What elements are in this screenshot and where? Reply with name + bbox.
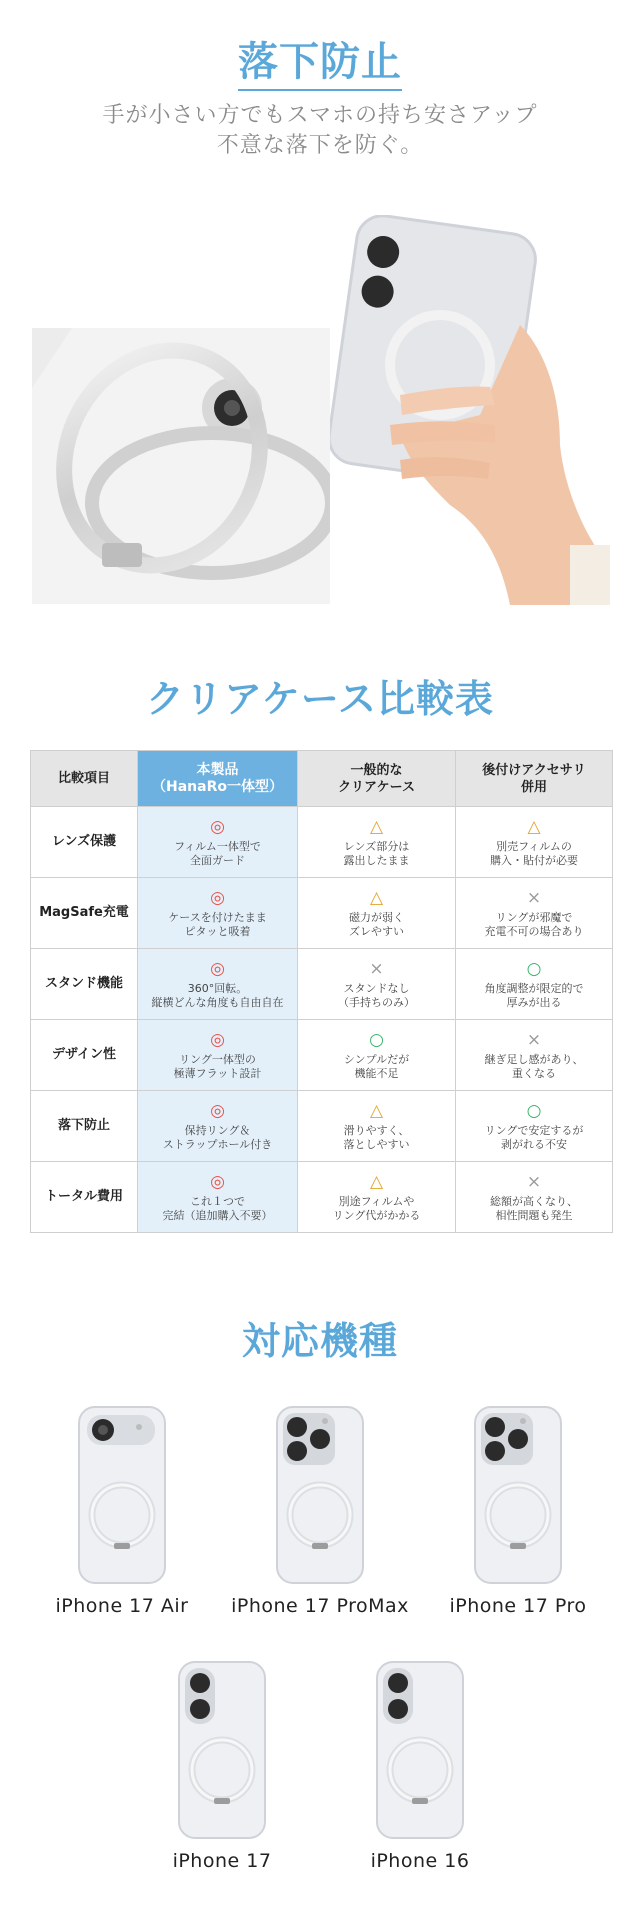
model-card [418,1405,618,1617]
cell-text-line-2: 全面ガード [190,853,245,867]
cell-text-line-1: レンズ部分は [343,839,410,853]
header-general-case: 一般的な クリアケース [298,751,456,807]
cell-text-line-2: 落としやすい [343,1137,410,1151]
phone-case-icon [375,1660,465,1840]
table-row [31,1020,613,1091]
cell-text-line-2: 完結（追加購入不要） [162,1208,273,1222]
cell-text-line-2: 縦横どんな角度も自由自在 [151,995,284,1009]
cell-ours [138,807,298,878]
cell-addon [456,949,613,1020]
cell-text-line-1: フィルム一体型で [174,839,261,853]
rating-mark: ○ [526,958,542,979]
cell-text-line-1: これ１つで [190,1194,245,1208]
cell-text-line-2: （手持ちのみ） [338,995,415,1009]
row-item-label: レンズ保護 [31,807,138,878]
cell-text-line-1: 継ぎ足し感があり、 [484,1052,584,1066]
header-our-product: 本製品 （HanaRo一体型） [138,751,298,807]
row-item-label: スタンド機能 [31,949,138,1020]
phone-case-icon [275,1405,365,1585]
cell-addon [456,878,613,949]
model-name: iPhone 17 Air [55,1595,189,1617]
model-card [220,1405,420,1617]
cell-ours [138,878,298,949]
table-row [31,1091,613,1162]
table-header-row [31,751,613,807]
phone-case-icon [473,1405,563,1585]
table-row [31,949,613,1020]
cell-text-line-2: ストラップホール付き [162,1137,273,1151]
cell-text-line-2: 極薄フラット設計 [173,1066,262,1080]
model-card [320,1660,520,1872]
model-name: iPhone 16 [370,1850,470,1872]
cell-text-line-1: 総額が高くなり、 [490,1194,578,1208]
rating-mark: × [526,887,542,908]
model-card [22,1405,222,1617]
cell-ours [138,1162,298,1233]
rating-mark: ◎ [210,1100,225,1121]
cell-text-line-2: 機能不足 [354,1066,399,1080]
cell-general [298,807,456,878]
row-item-label: MagSafe充電 [31,878,138,949]
cell-general [298,1091,456,1162]
table-row [31,878,613,949]
cell-addon [456,1091,613,1162]
row-item-label: デザイン性 [31,1020,138,1091]
model-name: iPhone 17 ProMax [231,1595,409,1617]
model-name: iPhone 17 [172,1850,272,1872]
cell-addon [456,807,613,878]
rating-mark: ◎ [210,958,225,979]
rating-mark: ◎ [210,1029,225,1050]
section-title-drop-prevention [0,30,640,91]
rating-mark: ◎ [210,816,225,837]
rating-mark: × [526,1171,542,1192]
comparison-table [30,750,613,1233]
row-item-label: トータル費用 [31,1162,138,1233]
rating-mark: △ [369,816,384,837]
cell-general [298,878,456,949]
model-card [122,1660,322,1872]
cell-text-line-1: 磁力が弱く [349,910,404,924]
rating-mark: ○ [526,1100,542,1121]
cell-text-line-2: 重くなる [512,1066,556,1080]
cell-ours [138,949,298,1020]
cell-text-line-1: 別途フィルムや [338,1194,415,1208]
rating-mark: × [526,1029,542,1050]
cell-text-line-1: 360°回転。 [187,981,248,995]
cell-text-line-1: 保持リング＆ [184,1123,251,1137]
section-title-compatible-models: 対応機種 [241,1318,398,1363]
phone-case-icon [177,1660,267,1840]
cell-text-line-2: 購入・貼付が必要 [490,853,578,867]
cell-ours [138,1020,298,1091]
row-item-label: 落下防止 [31,1091,138,1162]
cell-text-line-1: 滑りやすく、 [343,1123,410,1137]
table-row [31,1162,613,1233]
cell-text-line-2: 相性問題も発生 [495,1208,573,1222]
cell-general [298,1162,456,1233]
cell-text-line-2: 露出したまま [343,853,410,867]
rating-mark: ○ [369,1029,384,1050]
subtitle-line-2: 不意な落下を防ぐ。 [216,133,424,158]
model-name: iPhone 17 Pro [449,1595,587,1617]
rating-mark: ◎ [210,887,225,908]
cell-text-line-1: リング一体型の [179,1052,256,1066]
rating-mark: × [369,958,384,979]
cell-ours [138,1091,298,1162]
rating-mark: △ [369,1171,384,1192]
header-addon-accessory: 後付けアクセサリ 併用 [456,751,613,807]
cell-addon [456,1162,613,1233]
rating-mark: △ [527,816,541,837]
cell-text-line-1: ケースを付けたまま [168,910,267,924]
cell-text-line-2: 充電不可の場合あり [484,924,584,938]
cell-text-line-2: 剥がれる不安 [501,1137,567,1151]
subtitle-line-1: 手が小さい方でもスマホの持ち安さアップ [102,103,538,128]
phone-case-icon [77,1405,167,1585]
cell-text-line-2: リング代がかかる [332,1208,421,1222]
cell-text-line-2: ズレやすい [349,924,404,938]
cell-text-line-1: 角度調整が限定的で [484,981,584,995]
table-row [31,807,613,878]
section-title-comparison: クリアケース比較表 [146,676,494,721]
rating-mark: △ [369,887,384,908]
section-title-text: 落下防止 [238,30,402,91]
cell-text-line-1: 別売フィルムの [496,839,572,853]
cell-text-line-2: 厚みが出る [506,995,562,1009]
rating-mark: △ [369,1100,384,1121]
cell-general [298,1020,456,1091]
cell-general [298,949,456,1020]
cell-text-line-1: リングが邪魔で [495,910,573,924]
cell-text-line-1: リングで安定するが [484,1123,584,1137]
cell-text-line-1: スタンドなし [343,981,410,995]
header-item: 比較項目 [31,751,138,807]
rating-mark: ◎ [210,1171,225,1192]
product-photo-hand-holding-phone [330,215,610,605]
cell-text-line-2: ピタッと吸着 [184,924,251,938]
cell-text-line-1: シンプルだが [343,1052,410,1066]
cell-addon [456,1020,613,1091]
